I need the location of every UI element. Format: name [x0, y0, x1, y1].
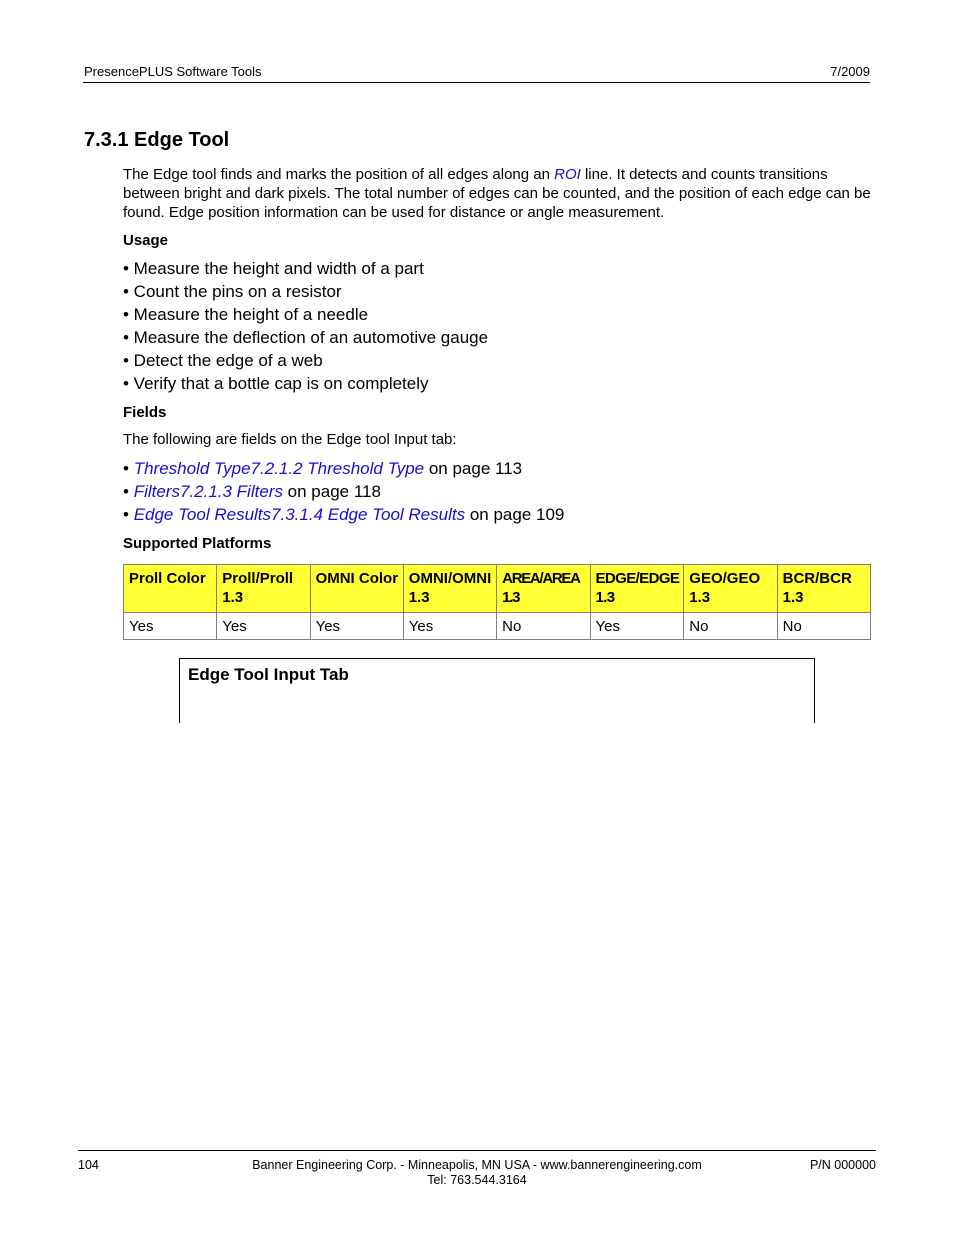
table-row	[124, 613, 871, 640]
section-title: 7.3.1 Edge Tool	[84, 129, 230, 151]
list-item: • Verify that a bottle cap is on completely	[123, 374, 429, 393]
input-tab-title: Edge Tool Input Tab	[188, 665, 349, 684]
condensed-label: EDGE/EDGE 1.3	[595, 570, 680, 606]
table-cell: No	[497, 613, 590, 640]
table-header-cell: GEO/GEO 1.3	[684, 565, 777, 613]
intro-text-start: The Edge tool finds and marks the position of all edges along an	[123, 166, 555, 183]
running-header-title: PresencePLUS Software Tools	[84, 64, 262, 79]
page-number: 104	[78, 1158, 99, 1172]
platforms-table	[123, 564, 871, 640]
list-item: • Count the pins on a resistor	[123, 282, 342, 301]
fields-heading: Fields	[123, 404, 167, 421]
table-header-cell: Proll Color	[124, 565, 217, 613]
intro-text-end: line. It detects and counts transitions between bright and dark pixels. The total number of edges can be counted, and the position of each edge can be found. Edge position information can be used for distance or angle measurement.	[123, 166, 871, 221]
footer-company-line: Banner Engineering Corp. - Minneapolis, MN USA - www.bannerengineering.com	[252, 1158, 702, 1172]
table-cell: Yes	[590, 613, 684, 640]
table-header-cell	[497, 565, 590, 613]
usage-heading: Usage	[123, 232, 169, 249]
page-ref: on page 109	[465, 505, 565, 524]
header-rule	[83, 82, 870, 83]
list-item	[123, 457, 564, 480]
usage-list	[123, 257, 488, 395]
list-item: • Measure the height and width of a part	[123, 259, 424, 278]
list-item: • Detect the edge of a web	[123, 351, 323, 370]
table-cell: Yes	[403, 613, 496, 640]
edge-tool-results-link[interactable]: Edge Tool Results7.3.1.4 Edge Tool Results	[133, 505, 466, 524]
table-cell: No	[684, 613, 777, 640]
footer-rule	[78, 1150, 876, 1151]
list-item: • Measure the height of a needle	[123, 305, 369, 324]
fields-list	[123, 457, 564, 526]
table-header-cell: OMNI Color	[310, 565, 403, 613]
table-header-cell	[590, 565, 684, 613]
platforms-heading: Supported Platforms	[123, 535, 272, 552]
bullet: •	[123, 482, 134, 501]
bullet: •	[123, 505, 134, 524]
footer-company	[200, 1158, 754, 1188]
table-cell: Yes	[124, 613, 217, 640]
table-header-cell: BCR/BCR 1.3	[777, 565, 870, 613]
table-cell: Yes	[217, 613, 310, 640]
table-header-cell: OMNI/OMNI 1.3	[403, 565, 496, 613]
table-cell: Yes	[310, 613, 403, 640]
fields-intro: The following are fields on the Edge tool Input tab:	[123, 431, 457, 448]
list-item	[123, 503, 564, 526]
filters-link[interactable]: Filters7.2.1.3 Filters	[133, 482, 283, 501]
list-item	[123, 480, 564, 503]
threshold-type-link[interactable]: Threshold Type7.2.1.2 Threshold Type	[133, 459, 425, 478]
bullet: •	[123, 459, 134, 478]
table-header-row	[124, 565, 871, 613]
list-item: • Measure the deflection of an automotive gauge	[123, 328, 489, 347]
table-header-cell: Proll/Proll 1.3	[217, 565, 310, 613]
running-header-date: 7/2009	[830, 64, 870, 79]
condensed-label: AREA/AREA 1.3	[502, 570, 580, 606]
page-ref: on page 113	[424, 459, 523, 478]
table-cell: No	[777, 613, 870, 640]
roi-link[interactable]: ROI	[554, 166, 581, 183]
part-number: P/N 000000	[809, 1158, 876, 1172]
intro-paragraph	[123, 165, 873, 222]
footer-tel-line: Tel: 763.544.3164	[427, 1173, 527, 1187]
page-ref: on page 118	[282, 482, 381, 501]
